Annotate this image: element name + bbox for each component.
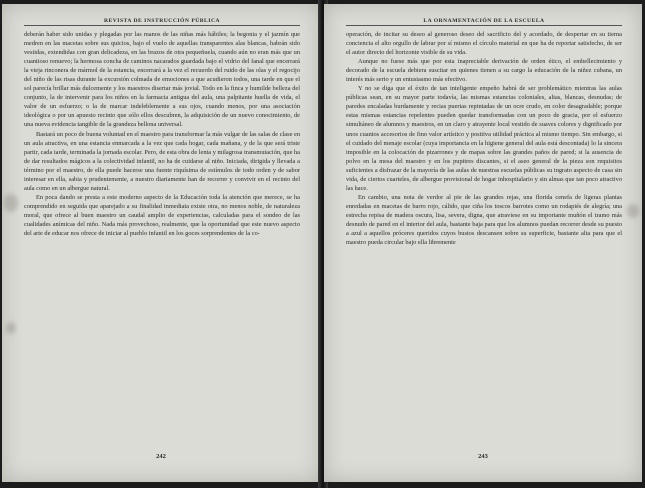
page-number-right: 243	[478, 453, 488, 460]
paragraph: deberán haber sido unidas y plegadas por las manos de las niñas más hábiles; la begonia y el jazmín que medren en las macetas sobre sus quicios, bajo el vuelo de aquellas transparentes alas blancas, habrán sido vestidas, extendidas con gran delicadeza, en las brazos de otra pequeñuela, cuando aún no eran más que un cuantioso renuevo; la hermosa concha de caminos nacarados guardada bajo el vidrio del fanal que encerrará la vieja rinconera de mármol de la estancia, encerrará a la vez el recuerdo del ruido de las olas y el regocijo del niño de las risas durante la excursión colmada de emociones a que acudieron todos, una tarde en que el sol parecía brillar más dulcemente y los maestros disertar más jovial. Todo en la finca y humilde belleza del conjunto, la de intervenir para los niños en la farmacia antigua del aula, una palpitante huella de vida, el valor de un esfuerzo; o la de marcar indeleblemente a sus ojos, cuando menos, por una asociación ideológica o por un apuesto recinto que sólo ellos descubren, la adquisición de un nuevo conocimiento, de una nueva evidencia tangible de la grandeza bellona universal.	[24, 31, 300, 129]
running-head-left	[24, 18, 300, 26]
right-page	[324, 4, 642, 482]
paragraph: Bastará un poco de buena voluntad en el maestro para transformar la más vulgar de las salas de clase en un aula atractiva, en una estancia enmarcada a la vez que cada hogar, cada mañana, y de la que será triste partir, cada tarde, terminada la jornada escolar. Pero, de esta obra de lenta y milagrosa transmutación, que ha de dar resultados mágicos a la colectividad infantil, no ha de cuidarse al niño. Iniciada, dirigida y llevada a término por el maestro, de ella puede hacerse una fuente riquísima de estímulos de todo orden y de sabor interesar en ella, sabia y prudentemente, a nuestro diariamente han de recorrer y convivir en el recinto del aula como en un albergue natural.	[24, 130, 300, 192]
paper-stain	[6, 322, 16, 334]
left-page	[2, 4, 320, 482]
paper-stain	[627, 204, 639, 218]
page-number-left: 242	[156, 453, 166, 460]
paragraph: En cambio, una nota de verdor al pie de las grandes rejas, una florida cenefa de ligeras plantas enredadas en macetas de barro rojo, cálido, que ciña los toscos barrotes como un rodapiés de alegría; una estrecha repisa de madera oscura, lisa, severa, digna, que atraviese en su importante muñón el tramo más desnudo de pared en el interior del aula, bastante baja para que los alumnos puedan recorrer desde su puesto a azul a aquellos próceres queridos cuyos bustos descansen sobre su superficie, bastante alta para que el maestro pueda circular bajo ella libremente	[346, 193, 622, 247]
running-head-right	[346, 18, 622, 26]
running-head-left-title: REVISTA DE INSTRUCCIÓN PÚBLICA	[103, 18, 221, 24]
paragraph: Aunque no fuese más que por esta inapreciable derivación de orden ético, el embellecimiento y decorado de la escuela debiera suscitar en quienes tienen a su cargo la educación de la niñez cubana, un interés más serio y un entusiasmo más efectivo.	[346, 58, 622, 84]
left-page-body	[24, 30, 300, 446]
right-page-body	[346, 30, 622, 446]
paper-stain	[4, 194, 18, 212]
paragraph: En poca dando se presta a este moderno aspecto de la Educación toda la atención que merece, se ha comprendido en seguida que aparejado a su finalidad inmediata existe otra, no menos noble, de naturaleza moral, que ofrece al buen maestro un caudal amplio de experiencias, calculadas para el sondeo de las cualidades anímicas del niño. Nada más provechoso, realmente, que la oportunidad que este nuevo aspecto del arte de educar nos ofrece de iniciar al pueblo infantil en los goces sorprendentes de la co-	[24, 193, 300, 238]
running-head-right-title: LA ORNAMENTACIÓN DE LA ESCUELA	[423, 18, 545, 24]
paragraph: Y no se diga que el éxito de tan inteligente empeño habrá de ser problemático mientras las aulas públicas sean, en su mayor parte todavía, las mismas estancias coloniales, altas, blancas, desnudas; de paredes encaladas burdamente y recias puertas repintadas de un ocre crudo, en color desagradable; porque estas mismas estancias repelentes pueden quedar transformadas con un poco de gracia, por el esfuerzo simultáneo de alumnos y maestros, en un claro y atrayente local vestido de suaves colores y dignificado por unos cuantos accesorios de fino valor artístico y positiva utilidad práctica al mismo tiempo. Sin embargo, si el cuidado del menaje escolar (cuya importancia en la higiene general del aula está descontada) lo la sincera imposible en la colocación de pizarrones y de mapas sobre las grandes paños de pared; si la ausencia de polvo en la mesa del maestro y en los pupitres discantes, si el aseo general de la pieza son requisitos suficientes a disfrazar de la mayoría de las aulas de nuestras escuelas públicas su ingrato aspecto de casa sin vida, de ciertos cuarteles, de albergue provisional de hogar inhospitalario y sin almas que tan poco atractivo las hace.	[346, 85, 622, 192]
paragraph: operación, de incitar su deseo al generoso deseo del sacrificio del y acordado, de despertar en su tierna conciencia el alto orgullo de labrar por sí mismo el círculo material en que ha de reportar satisfecho, de ser el autor directo del horizonte visible de su vida.	[346, 31, 622, 57]
